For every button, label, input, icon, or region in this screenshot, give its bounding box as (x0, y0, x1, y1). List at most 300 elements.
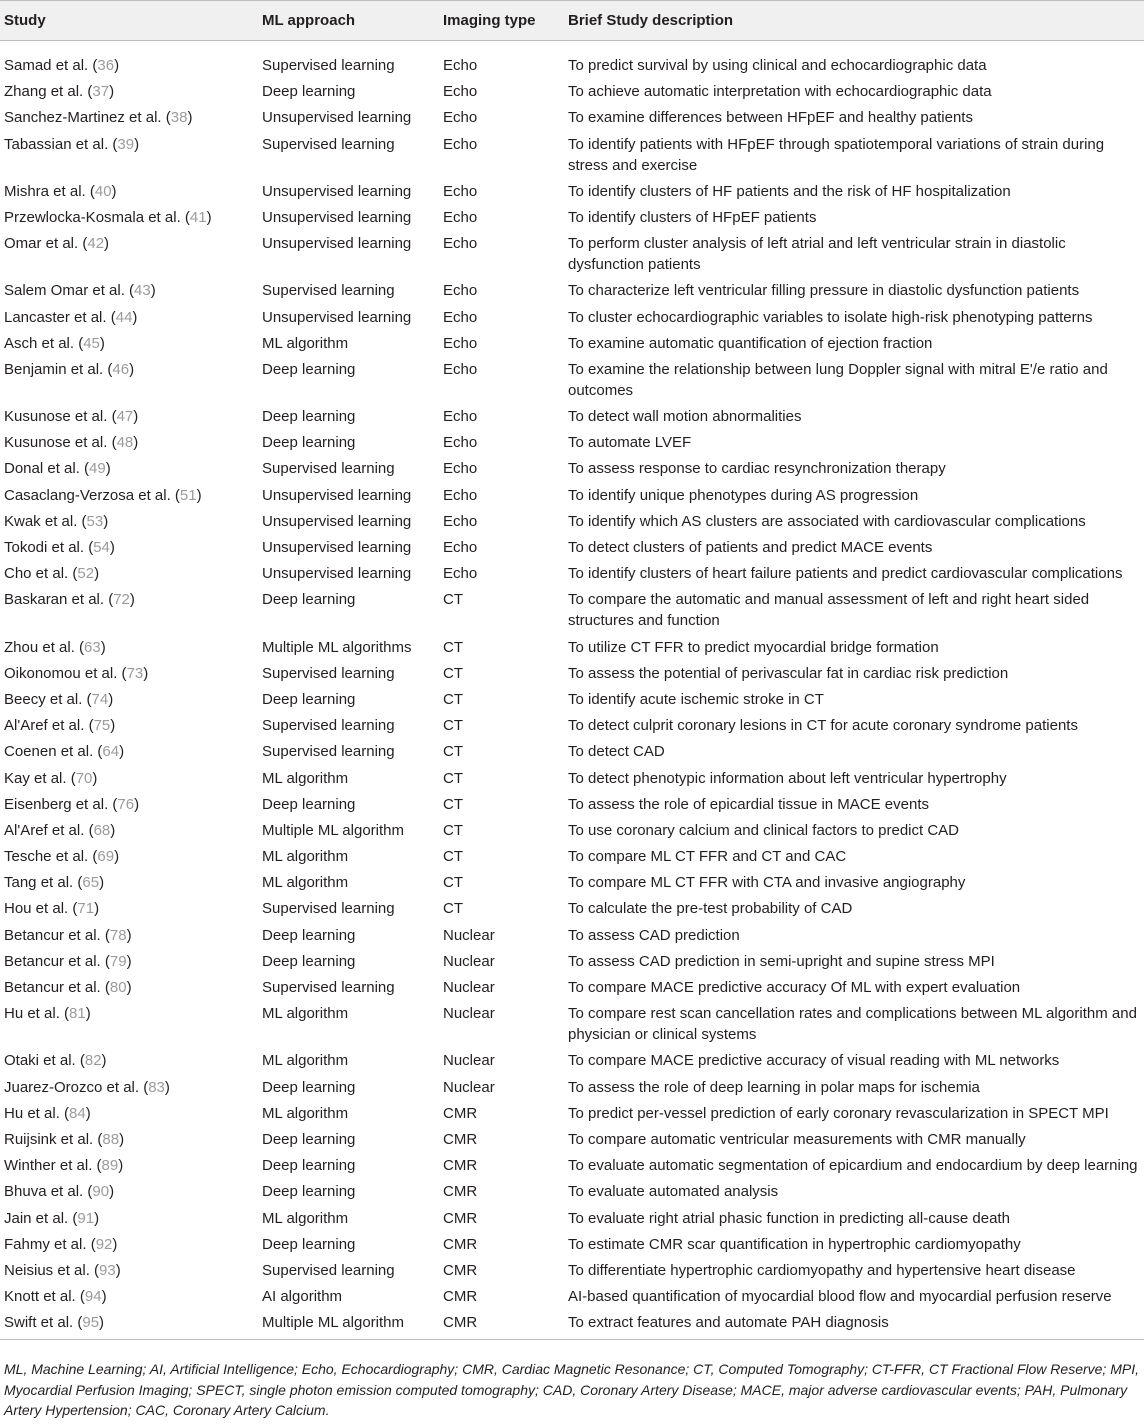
ml-approach-cell: Deep learning (262, 1130, 356, 1148)
study-author: Al'Aref et al. ( (4, 821, 94, 839)
description-cell: To compare ML CT FFR and CT and CAC (568, 848, 847, 866)
study-cell (0, 843, 258, 869)
imaging-type-cell: CMR (443, 1104, 478, 1122)
reference-close-paren: ) (115, 1261, 121, 1279)
study-cell (0, 1257, 258, 1283)
table-row (0, 204, 1144, 230)
reference-link[interactable]: 54 (93, 539, 110, 556)
description-cell: To compare rest scan cancellation rates and complications between ML algorithm and physician or clinical systems (568, 1005, 1137, 1044)
study-author: Betancur et al. ( (4, 952, 110, 970)
imaging-type-cell: CT (443, 743, 463, 761)
reference-link[interactable]: 93 (99, 1261, 116, 1279)
reference-close-paren: ) (114, 848, 120, 866)
description-cell: To detect culprit coronary lesions in CT for acute coronary syndrome patients (568, 717, 1078, 735)
table-row (0, 587, 1144, 634)
description-cell: To assess response to cardiac resynchronization therapy (568, 460, 946, 478)
description-cell: To differentiate hypertrophic cardiomyopathy and hypertensive heart disease (568, 1261, 1076, 1279)
description-cell: To examine differences between HFpEF and healthy patients (568, 109, 973, 127)
study-author: Kwak et al. ( (4, 512, 87, 530)
table-footnote: ML, Machine Learning; AI, Artificial Intelligence; Echo, Echocardiography; CMR, Cardiac Magnetic Resonance; CT, Computed Tomography; CT-FFR, CT Fractional Flow Reserve; MPI, Myocardial Perfusion Imaging; SPECT, single photon emission computed tomography; CAD, Coronary Artery Disease; MACE, major adverse cardiovascular events; PAH, Pulmonary Artery Hypertension; CAC, Coronary Artery Calcium. (4, 1361, 1139, 1419)
reference-close-paren: ) (150, 282, 156, 300)
reference-link[interactable]: 71 (77, 900, 95, 918)
reference-close-paren: ) (104, 235, 110, 253)
reference-link[interactable]: 80 (109, 979, 127, 996)
study-author: Al'Aref et al. ( (4, 717, 94, 735)
study-cell (0, 105, 258, 131)
imaging-type-cell: Echo (443, 512, 478, 530)
reference-close-paren: ) (105, 460, 111, 478)
reference-close-paren: ) (134, 135, 140, 153)
table-row (0, 508, 1144, 534)
table-row (0, 1283, 1144, 1309)
description-cell: To estimate CMR scar quantification in hypertrophic cardiomyopathy (568, 1235, 1021, 1253)
imaging-type-cell: Echo (443, 565, 478, 583)
table-row (0, 713, 1144, 739)
description-cell: To achieve automatic interpretation with echocardiographic data (568, 83, 992, 101)
study-author: Mishra et al. ( (4, 182, 95, 200)
description-cell: To examine the relationship between lung Doppler signal with mitral E'/e ratio and outcomes (568, 360, 1108, 399)
reference-link[interactable]: 41 (189, 208, 207, 226)
study-cell (0, 79, 258, 105)
reference-close-paren: ) (129, 591, 135, 609)
table-row (0, 896, 1144, 922)
reference-link[interactable]: 74 (91, 690, 109, 708)
study-cell (0, 1126, 258, 1152)
ml-approach-cell: Unsupervised learning (262, 565, 412, 583)
table-row (0, 430, 1144, 456)
table-row (0, 765, 1144, 791)
imaging-type-cell: CT (443, 690, 463, 708)
study-author: Ruijsink et al. ( (4, 1130, 103, 1148)
reference-link[interactable]: 49 (89, 460, 106, 478)
imaging-type-cell: CMR (443, 1288, 478, 1306)
study-cell (0, 817, 258, 843)
study-cell (0, 561, 258, 587)
study-author: Betancur et al. ( (4, 979, 110, 996)
study-cell (0, 1074, 258, 1100)
table-row (0, 41, 1144, 79)
reference-link[interactable]: 47 (116, 408, 134, 426)
reference-link[interactable]: 40 (94, 182, 112, 200)
ml-approach-cell: AI algorithm (262, 1288, 343, 1306)
table-row (0, 922, 1144, 948)
study-cell (0, 403, 258, 429)
imaging-type-cell: CT (443, 638, 463, 656)
ml-approach-cell: ML algorithm (262, 1104, 349, 1122)
reference-link[interactable]: 64 (102, 743, 120, 761)
table-row (0, 843, 1144, 869)
reference-close-paren: ) (126, 926, 132, 944)
table-header (0, 1, 1144, 41)
imaging-type-cell: Echo (443, 135, 478, 153)
description-cell: To compare ML CT FFR with CTA and invasive angiography (568, 874, 966, 892)
reference-close-paren: ) (103, 512, 109, 530)
reference-close-paren: ) (119, 743, 125, 761)
table-row (0, 1126, 1144, 1152)
table-row (0, 660, 1144, 686)
reference-link[interactable]: 92 (95, 1235, 113, 1253)
study-cell (0, 791, 258, 817)
table-row (0, 1205, 1144, 1231)
study-author: Omar et al. ( (4, 235, 88, 253)
description-cell: To assess the role of deep learning in polar maps for ischemia (568, 1078, 980, 1096)
reference-close-paren: ) (109, 539, 115, 556)
table-row (0, 534, 1144, 560)
study-author: Hu et al. ( (4, 1005, 70, 1023)
ml-approach-cell: Supervised learning (262, 1261, 395, 1279)
reference-link[interactable]: 83 (148, 1078, 165, 1096)
study-author: Jain et al. ( (4, 1209, 78, 1227)
description-cell: To identify clusters of HFpEF patients (568, 208, 817, 226)
reference-close-paren: ) (126, 979, 132, 996)
reference-link[interactable]: 43 (134, 282, 151, 300)
reference-close-paren: ) (94, 565, 100, 583)
study-cell (0, 587, 258, 634)
reference-link[interactable]: 79 (109, 952, 127, 970)
reference-close-paren: ) (110, 821, 116, 839)
imaging-type-cell: Nuclear (443, 1078, 495, 1096)
imaging-type-cell: Nuclear (443, 952, 495, 970)
ml-approach-cell: ML algorithm (262, 874, 349, 892)
reference-close-paren: ) (109, 1183, 115, 1201)
study-cell (0, 304, 258, 330)
header-study: Study (0, 1, 258, 41)
imaging-type-cell: CT (443, 900, 463, 918)
imaging-type-cell: Echo (443, 434, 478, 452)
description-cell: To evaluate automatic segmentation of epicardium and endocardium by deep learning (568, 1157, 1138, 1175)
ml-approach-cell: Multiple ML algorithms (262, 638, 412, 656)
reference-close-paren: ) (100, 638, 106, 656)
reference-close-paren: ) (94, 900, 100, 918)
reference-link[interactable]: 95 (82, 1314, 100, 1332)
description-cell: To compare automatic ventricular measurements with CMR manually (568, 1130, 1026, 1148)
reference-link[interactable]: 94 (84, 1288, 102, 1306)
table-row (0, 1310, 1144, 1340)
ml-approach-cell: Unsupervised learning (262, 208, 412, 226)
reference-link[interactable]: 51 (179, 486, 197, 504)
imaging-type-cell: Echo (443, 57, 478, 74)
reference-link[interactable]: 45 (83, 334, 100, 352)
table-row (0, 634, 1144, 660)
reference-close-paren: ) (206, 208, 212, 226)
description-cell: To automate LVEF (568, 434, 692, 452)
reference-link[interactable]: 88 (102, 1130, 120, 1148)
reference-close-paren: ) (109, 83, 115, 101)
header-description: Brief Study description (564, 1, 1144, 41)
description-cell: To identify unique phenotypes during AS progression (568, 486, 919, 504)
study-author: Zhang et al. ( (4, 83, 93, 101)
reference-close-paren: ) (101, 1288, 107, 1306)
study-author: Fahmy et al. ( (4, 1235, 96, 1253)
study-author: Tang et al. ( (4, 874, 83, 892)
reference-close-paren: ) (133, 434, 139, 452)
reference-link[interactable]: 37 (92, 83, 110, 101)
reference-link[interactable]: 91 (77, 1209, 95, 1227)
study-author: Otaki et al. ( (4, 1052, 85, 1070)
study-author: Betancur et al. ( (4, 926, 110, 944)
table-row (0, 79, 1144, 105)
ml-approach-cell: Supervised learning (262, 282, 395, 300)
imaging-type-cell: CT (443, 664, 463, 682)
reference-link[interactable]: 52 (77, 565, 95, 583)
reference-link[interactable]: 39 (117, 135, 135, 153)
study-cell (0, 508, 258, 534)
study-author: Bhuva et al. ( (4, 1183, 93, 1201)
reference-link[interactable]: 53 (86, 512, 104, 530)
study-cell (0, 1001, 258, 1048)
reference-link[interactable]: 69 (97, 848, 115, 866)
reference-close-paren: ) (129, 360, 135, 378)
study-cell (0, 131, 258, 178)
ml-approach-cell: Supervised learning (262, 57, 395, 74)
imaging-type-cell: CMR (443, 1157, 478, 1175)
study-author: Eisenberg et al. ( (4, 795, 118, 813)
ml-approach-cell: ML algorithm (262, 1005, 349, 1023)
study-cell (0, 713, 258, 739)
imaging-type-cell: CMR (443, 1235, 478, 1253)
table-row (0, 482, 1144, 508)
description-cell: To assess CAD prediction (568, 926, 740, 944)
study-author: Przewlocka-Kosmala et al. ( (4, 208, 190, 226)
reference-link[interactable]: 72 (113, 591, 130, 609)
imaging-type-cell: CMR (443, 1183, 478, 1201)
description-cell: To identify acute ischemic stroke in CT (568, 690, 824, 708)
reference-close-paren: ) (132, 308, 138, 326)
study-author: Donal et al. ( (4, 460, 90, 478)
reference-link[interactable]: 89 (101, 1157, 119, 1175)
table-row (0, 686, 1144, 712)
imaging-type-cell: CT (443, 821, 463, 839)
description-cell: To perform cluster analysis of left atrial and left ventricular strain in diastolic dysfunction patients (568, 235, 1066, 274)
ml-approach-cell: Unsupervised learning (262, 512, 412, 530)
description-cell: To extract features and automate PAH diagnosis (564, 1310, 1144, 1340)
table-row (0, 561, 1144, 587)
ml-approach-cell: Deep learning (262, 1157, 356, 1175)
study-cell (0, 686, 258, 712)
imaging-type-cell: CT (443, 848, 463, 866)
table-row (0, 1001, 1144, 1048)
study-cell (0, 1179, 258, 1205)
reference-link[interactable]: 84 (69, 1104, 86, 1122)
table-row (0, 330, 1144, 356)
table-row (0, 456, 1144, 482)
ml-approach-cell: Deep learning (262, 408, 356, 426)
study-author: Zhou et al. ( (4, 638, 85, 656)
table-row (0, 974, 1144, 1000)
reference-link[interactable]: 70 (75, 769, 93, 787)
study-author: Tesche et al. ( (4, 848, 98, 866)
table-row (0, 817, 1144, 843)
table-row (0, 278, 1144, 304)
reference-link[interactable]: 81 (69, 1005, 86, 1023)
study-author: Hou et al. ( (4, 900, 78, 918)
imaging-type-cell: CT (443, 874, 463, 892)
reference-close-paren: ) (94, 1209, 100, 1227)
imaging-type-cell: Echo (443, 360, 478, 378)
reference-link[interactable]: 78 (109, 926, 127, 944)
ml-approach-cell: ML algorithm (262, 1209, 349, 1227)
study-author: Benjamin et al. ( (4, 360, 113, 378)
ml-approach-cell: Deep learning (262, 591, 356, 609)
reference-link[interactable]: 82 (84, 1052, 102, 1070)
table-row (0, 178, 1144, 204)
description-cell: To identify clusters of HF patients and the risk of HF hospitalization (568, 182, 1011, 200)
reference-link[interactable]: 90 (92, 1183, 110, 1201)
table-row (0, 1179, 1144, 1205)
description-cell: To assess the potential of perivascular fat in cardiac risk prediction (568, 664, 1009, 682)
reference-link[interactable]: 76 (117, 795, 135, 813)
study-author: Baskaran et al. ( (4, 591, 114, 609)
ml-approach-cell: Deep learning (262, 952, 356, 970)
ml-approach-cell: Multiple ML algorithm (258, 1310, 439, 1340)
ml-approach-cell: Deep learning (262, 1183, 356, 1201)
table-row (0, 304, 1144, 330)
imaging-type-cell: Echo (443, 334, 478, 352)
study-cell (0, 356, 258, 403)
study-author: Kusunose et al. ( (4, 434, 117, 452)
reference-link[interactable]: 75 (93, 717, 111, 735)
study-author: Juarez-Orozco et al. ( (4, 1078, 149, 1096)
study-cell (0, 534, 258, 560)
reference-close-paren: ) (108, 690, 114, 708)
description-cell: To compare MACE predictive accuracy of visual reading with ML networks (568, 1052, 1060, 1070)
table-row (0, 948, 1144, 974)
reference-close-paren: ) (99, 1314, 105, 1332)
study-cell (0, 231, 258, 278)
ml-approach-cell: Supervised learning (262, 743, 395, 761)
reference-link[interactable]: 38 (170, 109, 188, 127)
ml-approach-cell: Unsupervised learning (262, 109, 412, 127)
study-cell (0, 922, 258, 948)
study-cell (0, 660, 258, 686)
imaging-type-cell: Echo (443, 282, 478, 300)
description-cell: To evaluate right atrial phasic function in predicting all-cause death (568, 1209, 1010, 1227)
description-cell: To compare the automatic and manual assessment of left and right heart sided structures and function (568, 591, 1090, 630)
study-cell (0, 870, 258, 896)
imaging-type-cell: Echo (443, 109, 478, 127)
imaging-type-cell: Echo (443, 308, 478, 326)
description-cell: To assess the role of epicardial tissue in MACE events (568, 795, 930, 813)
description-cell: To evaluate automated analysis (568, 1183, 779, 1201)
study-author: Asch et al. ( (4, 334, 84, 352)
reference-link[interactable]: 73 (126, 664, 144, 682)
study-cell (0, 1048, 258, 1074)
reference-link[interactable]: 46 (112, 360, 130, 378)
study-author: Coenen et al. ( (4, 743, 103, 761)
table-row (0, 131, 1144, 178)
study-cell (0, 330, 258, 356)
reference-close-paren: ) (101, 1052, 107, 1070)
study-cell (0, 204, 258, 230)
reference-close-paren: ) (85, 1005, 91, 1023)
ml-approach-cell: ML algorithm (262, 848, 349, 866)
study-cell (0, 896, 258, 922)
ml-approach-cell: Deep learning (262, 360, 356, 378)
imaging-type-cell: Nuclear (443, 1052, 495, 1070)
study-cell (0, 482, 258, 508)
reference-close-paren: ) (164, 1078, 170, 1096)
study-cell (0, 456, 258, 482)
ml-approach-cell: Deep learning (262, 926, 356, 944)
study-cell (0, 765, 258, 791)
ml-approach-cell: Supervised learning (262, 135, 395, 153)
study-author: Winther et al. ( (4, 1157, 102, 1175)
table-row (0, 403, 1144, 429)
description-cell: AI-based quantification of myocardial blood flow and myocardial perfusion reserve (568, 1288, 1112, 1306)
ml-approach-cell: Deep learning (262, 690, 356, 708)
description-cell: To detect CAD (568, 743, 665, 761)
reference-close-paren: ) (99, 334, 105, 352)
table-row (0, 870, 1144, 896)
study-author: Neisius et al. ( (4, 1261, 100, 1279)
ml-approach-cell: ML algorithm (262, 769, 349, 787)
reference-link[interactable]: 65 (82, 874, 100, 892)
study-author: Hu et al. ( (4, 1104, 70, 1122)
table-row (0, 105, 1144, 131)
ml-approach-cell: Supervised learning (262, 664, 395, 682)
ml-approach-cell: Deep learning (262, 1078, 356, 1096)
study-cell (0, 1231, 258, 1257)
study-author: Tabassian et al. ( (4, 135, 118, 153)
description-cell: To identify clusters of heart failure patients and predict cardiovascular complications (568, 565, 1123, 583)
reference-close-paren: ) (196, 486, 202, 504)
ml-approach-cell: ML algorithm (262, 334, 349, 352)
description-cell: To identify which AS clusters are associated with cardiovascular complications (568, 512, 1086, 530)
ml-approach-cell: Multiple ML algorithm (262, 821, 404, 839)
description-cell: To use coronary calcium and clinical factors to predict CAD (568, 821, 959, 839)
reference-close-paren: ) (134, 795, 140, 813)
ml-approach-cell: Supervised learning (262, 717, 395, 735)
reference-link[interactable]: 44 (115, 308, 133, 326)
ml-approach-cell: Supervised learning (262, 900, 395, 918)
reference-link[interactable]: 48 (116, 434, 134, 452)
imaging-type-cell: CT (443, 717, 463, 735)
study-cell (0, 739, 258, 765)
description-cell: To detect clusters of patients and predict MACE events (568, 539, 933, 556)
description-cell: To assess CAD prediction in semi-upright and supine stress MPI (568, 952, 995, 970)
table-row (0, 1074, 1144, 1100)
imaging-type-cell: Nuclear (443, 979, 495, 996)
reference-link[interactable]: 63 (84, 638, 101, 656)
table-row (0, 1153, 1144, 1179)
reference-link[interactable]: 68 (93, 821, 111, 839)
description-cell: To predict per-vessel prediction of early coronary revascularization in SPECT MPI (568, 1104, 1109, 1122)
reference-close-paren: ) (111, 182, 117, 200)
study-cell (0, 41, 258, 79)
ml-approach-cell: Supervised learning (262, 979, 395, 996)
reference-link[interactable]: 36 (97, 57, 115, 74)
table-row (0, 356, 1144, 403)
reference-link[interactable]: 42 (87, 235, 105, 253)
table-row (0, 1257, 1144, 1283)
header-ml-approach: ML approach (258, 1, 439, 41)
imaging-type-cell: Echo (443, 208, 478, 226)
study-author: Sanchez-Martinez et al. ( (4, 109, 171, 127)
study-author: Beecy et al. ( (4, 690, 92, 708)
reference-close-paren: ) (92, 769, 98, 787)
imaging-type-cell: Echo (443, 83, 478, 101)
imaging-type-cell: CMR (443, 1130, 478, 1148)
imaging-type-cell: CT (443, 591, 463, 609)
description-cell: To compare MACE predictive accuracy Of ML with expert evaluation (568, 979, 1021, 996)
table-row (0, 791, 1144, 817)
ml-approach-cell: Deep learning (262, 795, 356, 813)
ml-approach-cell: Unsupervised learning (262, 182, 412, 200)
imaging-type-cell: CMR (443, 1209, 478, 1227)
reference-close-paren: ) (118, 1157, 124, 1175)
table-row (0, 231, 1144, 278)
table-row (0, 1048, 1144, 1074)
